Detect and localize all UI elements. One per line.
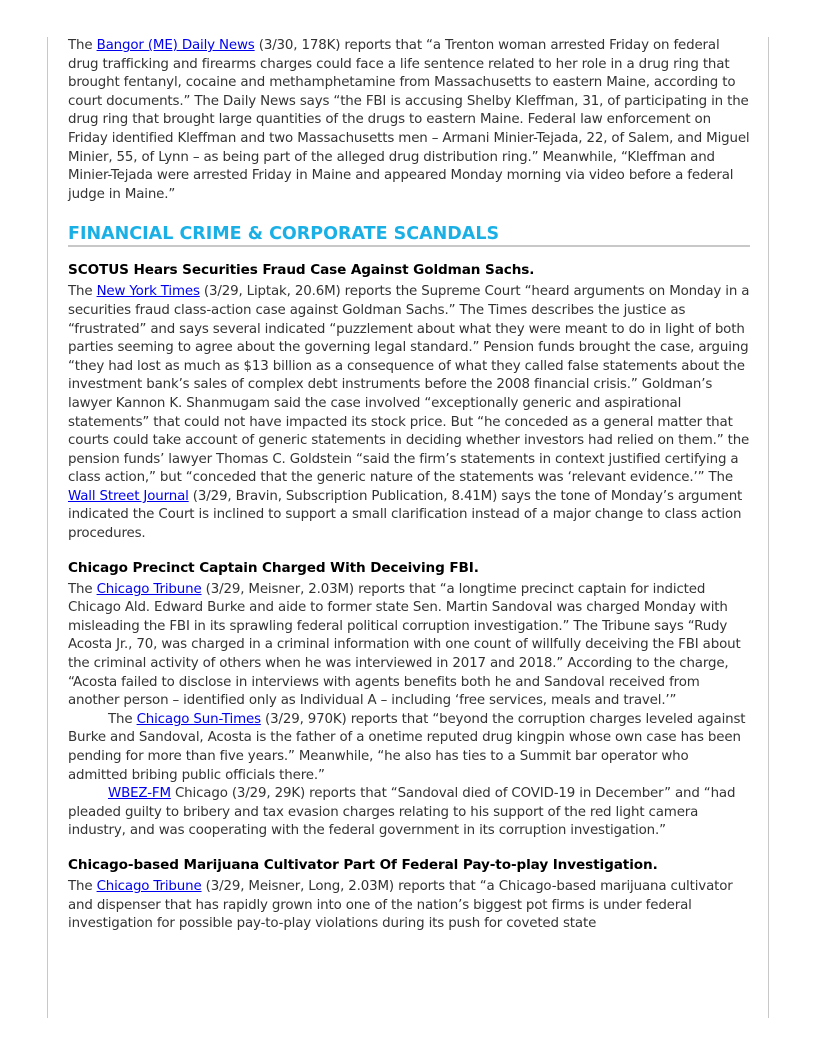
story-text: (3/29, Meisner, Long, 2.03M) reports that “a Chicago-based marijuana cultivator and dispenser that has rapidly grown into one of the nation’s biggest pot firms is under federal investigation for possible pay-to-play violations during its push for coveted state <box>68 878 733 932</box>
story-text: Chicago (3/29, 29K) reports that “Sandoval died of COVID-19 in December” and “had pleaded guilty to bribery and tax evasion charges relating to his support of the red light camera industry, and was cooperating with the federal government in its corruption investigation.” <box>68 786 736 839</box>
story-paragraph <box>68 711 750 785</box>
story-marijuana-cultivator <box>68 856 750 934</box>
chicago-tribune-link[interactable]: Chicago Tribune <box>96 878 202 894</box>
document-content <box>68 37 750 934</box>
bangor-daily-news-link[interactable]: Bangor (ME) Daily News <box>96 38 255 53</box>
chicago-tribune-link[interactable]: Chicago Tribune <box>96 581 202 597</box>
intro-text: (3/30, 178K) reports that “a Trenton woman arrested Friday on federal drug trafficking and firearms charges could face a life sentence related to her role in a drug ring that brought fentanyl, cocaine and methamphetamine from Massachusetts to eastern Maine, according to court documents.” The Daily News says “the FBI is accusing Shelby Kleffman, 31, of participating in the drug ring that brought large quantities of the drugs to eastern Maine. Federal law enforcement on Friday identified Kleffman and two Massachusetts men – Armani Minier-Tejada, 22, of Salem, and Miguel Minier, 55, of Lynn – as being part of the alleged drug distribution ring.” Meanwhile, “Kleffman and Minier-Tejada were arrested Friday in Maine and appeared Monday morning via video before a federal judge in Maine.” <box>68 38 750 202</box>
story-paragraph <box>68 581 750 711</box>
wall-street-journal-link[interactable]: Wall Street Journal <box>68 488 189 504</box>
new-york-times-link[interactable]: New York Times <box>96 284 200 300</box>
story-text: (3/29, Bravin, Subscription Publication, 8.41M) says the tone of Monday’s argument indicated the Court is inclined to support a small clarification instead of a major change to class action procedures. <box>68 488 743 542</box>
intro-prefix: The <box>68 38 97 53</box>
story-title: SCOTUS Hears Securities Fraud Case Against Goldman Sachs. <box>68 262 535 279</box>
story-title: Chicago-based Marijuana Cultivator Part Of Federal Pay-to-play Investigation. <box>68 856 658 873</box>
story-chicago-precinct <box>68 559 750 841</box>
story-text: (3/29, Liptak, 20.6M) reports the Supreme Court “heard arguments on Monday in a securities fraud class-action case against Goldman Sachs.” The Times describes the justice as “frustrated” and says several indicated “puzzlement about what they were meant to do in light of both parties seeming to agree about the governing legal standard.” Pension funds brought the case, arguing “they had lost as much as $13 billion as a consequence of what they called false statements about the investment bank’s sales of complex debt instruments before the 2008 financial crisis.” Goldman’s lawyer Kannon K. Shanmugam said the case involved “exceptionally generic and aspirational statements” that could not have impacted its stock price. But “he conceded as a general matter that courts could take account of generic statements in deciding whether investors had relied on them.” the pension funds’ lawyer Thomas C. Goldstein “said the firm’s statements in context justified certifying a class action,” but “conceded that the generic nature of the statements was ‘relevant evidence.’” The <box>68 284 750 486</box>
document-page <box>47 37 769 1018</box>
story-prefix: The <box>68 878 97 894</box>
story-prefix: The <box>68 581 97 597</box>
story-text: (3/29, 970K) reports that “beyond the corruption charges leveled against Burke and Sandoval, Acosta is the father of a onetime reputed drug kingpin whose own case has been pending for more than five years.” Meanwhile, “he also has ties to a Summit bar operator who admitted bribing public officials there.” <box>68 711 746 783</box>
section-title: FINANCIAL CRIME & CORPORATE SCANDALS <box>68 223 750 247</box>
chicago-sun-times-link[interactable]: Chicago Sun-Times <box>136 711 261 727</box>
story-paragraph <box>68 283 750 543</box>
wbez-fm-link[interactable]: WBEZ-FM <box>108 786 171 802</box>
story-title: Chicago Precinct Captain Charged With Deceiving FBI. <box>68 559 479 576</box>
story-prefix: The <box>108 711 137 727</box>
story-text: (3/29, Meisner, 2.03M) reports that “a longtime precinct captain for indicted Chicago Ald. Edward Burke and aide to former state Sen. Martin Sandoval was charged Monday with misleading the FBI in its sprawling federal political corruption investigation.” The Tribune says “Rudy Acosta Jr., 70, was charged in a criminal information with one count of willfully deceiving the FBI about the criminal activity of others when he was interviewed in 2017 and 2018.” According to the charge, “Acosta failed to disclose in interviews with agents benefits both he and Sandoval received from another person – identified only as Individual A – including ‘free services, meals and travel.’” <box>68 581 741 709</box>
intro-paragraph <box>68 37 750 204</box>
story-paragraph <box>68 785 750 841</box>
story-paragraph <box>68 878 750 934</box>
story-goldman <box>68 261 750 543</box>
story-prefix: The <box>68 284 97 300</box>
